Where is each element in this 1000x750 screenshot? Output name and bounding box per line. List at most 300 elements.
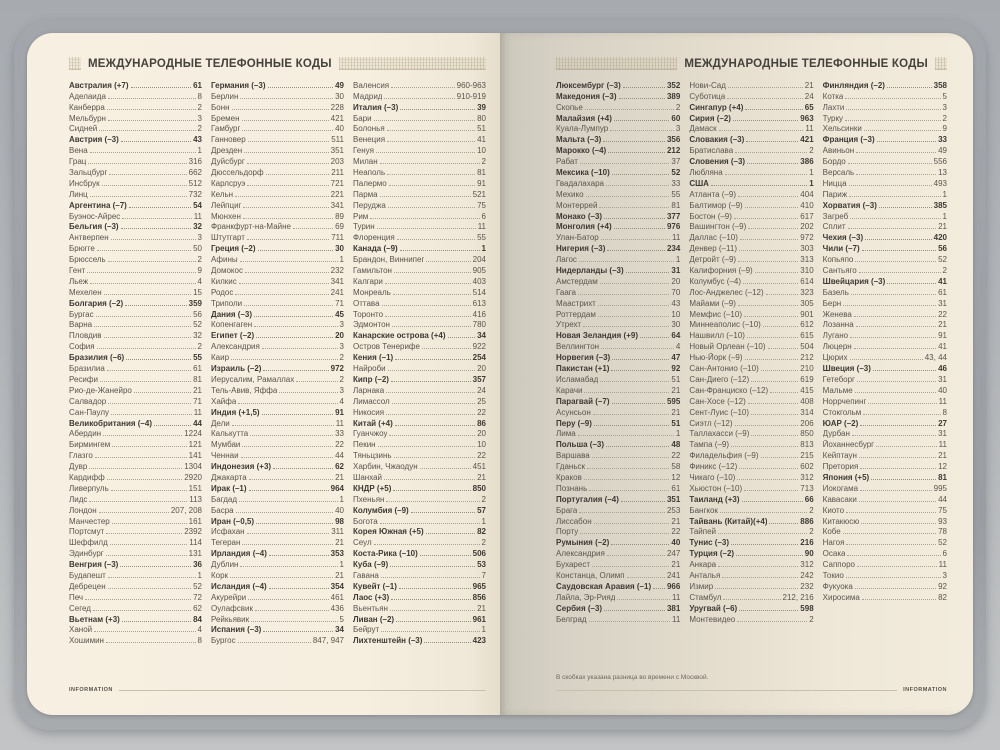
dot-leader	[583, 326, 669, 327]
phone-code-row: Токио 3	[822, 570, 947, 580]
dot-leader	[579, 512, 665, 513]
phone-code-row: Майами (–9) 305	[689, 298, 814, 308]
phone-code-row: Гент 9	[69, 266, 202, 276]
dot-leader	[859, 272, 941, 273]
dot-leader	[102, 185, 187, 186]
dot-leader	[230, 577, 333, 578]
phone-code-row: Хьюстон (–10) 713	[689, 483, 814, 493]
phone-code-row: Веллингтон 4	[556, 342, 681, 352]
phone-code-row: Мельбурн 3	[69, 113, 202, 123]
dot-leader	[604, 218, 665, 219]
dot-leader	[584, 392, 669, 393]
phone-code-row: Хайфа 4	[211, 396, 344, 406]
phone-code-row: Сиэтл (–12) 206	[689, 418, 814, 428]
phone-code-row: Лозанна 21	[822, 320, 947, 330]
dot-leader	[108, 577, 196, 578]
hatch-band-icon	[69, 57, 81, 70]
dot-leader	[87, 272, 195, 273]
phone-code-row: КНДР (+5) 850	[353, 483, 486, 493]
dot-leader	[733, 120, 798, 121]
dot-leader	[586, 196, 670, 197]
dot-leader	[242, 544, 333, 545]
phone-code-row: Лидс 113	[69, 494, 202, 504]
phone-code-row: Мехико 55	[556, 189, 681, 199]
phone-code-row: Кения (–1) 254	[353, 353, 486, 363]
phone-code-row: Салвадор 71	[69, 396, 202, 406]
dot-leader	[855, 588, 936, 589]
dot-leader	[745, 207, 799, 208]
phone-code-row: Брюссель 2	[69, 255, 202, 265]
dot-leader	[120, 566, 191, 567]
phone-code-row: Любляна 1	[689, 168, 814, 178]
phone-code-row: Турция (–2) 90	[689, 549, 814, 559]
phone-code-row: Лимассол 25	[353, 396, 486, 406]
phone-code-row: Кобе 78	[822, 527, 947, 537]
phone-code-row: Сан-Хосе (–12) 408	[689, 396, 814, 406]
dot-leader	[391, 599, 470, 600]
phone-code-row: Тегеран 21	[211, 538, 344, 548]
dot-leader	[395, 359, 470, 360]
dot-leader	[391, 87, 455, 88]
phone-code-row: Лиссабон 21	[556, 516, 681, 526]
dot-leader	[387, 174, 475, 175]
dot-leader	[109, 174, 186, 175]
phone-code-row: Исфахан 311	[211, 527, 344, 537]
dot-leader	[88, 163, 186, 164]
dot-leader	[387, 130, 475, 131]
phone-code-row: Стамбул 212, 216	[689, 592, 814, 602]
phone-code-row: Родос 241	[211, 287, 344, 297]
dot-leader	[623, 87, 665, 88]
phone-code-row: Будапешт 1	[69, 570, 202, 580]
phone-code-row: Мюнхен 89	[211, 211, 344, 221]
dot-leader	[244, 305, 333, 306]
phone-code-row: Колумбус (–4) 614	[689, 276, 814, 286]
dot-leader	[235, 196, 329, 197]
phone-code-row: Брюгге 50	[69, 244, 202, 254]
dot-leader	[85, 599, 191, 600]
phone-code-row: Буэнос-Айрес 11	[69, 211, 202, 221]
dot-leader	[400, 109, 475, 110]
phone-code-row: Таллахасси (–9) 850	[689, 429, 814, 439]
dot-leader	[719, 130, 804, 131]
phone-code-row: Корк 21	[211, 570, 344, 580]
dot-leader	[607, 555, 665, 556]
phone-code-row: Корея Южная (+5) 82	[353, 527, 486, 537]
dot-leader	[612, 174, 670, 175]
phone-code-row: Вьентьян 21	[353, 603, 486, 613]
dot-leader	[392, 403, 475, 404]
phone-code-row: Рабат 37	[556, 157, 681, 167]
phone-code-row: Марокко (–4) 212	[556, 146, 681, 156]
phone-code-row: Авиньон 49	[822, 146, 947, 156]
phone-code-row: Афины 1	[211, 255, 344, 265]
dot-leader	[108, 261, 196, 262]
dot-leader	[424, 642, 470, 643]
phone-code-row: Иокогама 995	[822, 483, 947, 493]
phone-code-row: Мадрид 910-919	[353, 91, 486, 101]
phone-code-row: Ченнаи 44	[211, 451, 344, 461]
phone-code-row: Рио-де-Жанейро 21	[69, 385, 202, 395]
phone-code-row: Турин 11	[353, 222, 486, 232]
phone-code-row: Милан 2	[353, 157, 486, 167]
dot-leader	[99, 512, 169, 513]
dot-leader	[385, 283, 471, 284]
right-page-columns	[556, 79, 947, 624]
dot-leader	[268, 87, 334, 88]
phone-code-row: Перуджа 75	[353, 200, 486, 210]
phone-code-row: Ларнака 24	[353, 385, 486, 395]
dot-leader	[734, 218, 798, 219]
phone-code-row: Каир 2	[211, 353, 344, 363]
dot-leader	[399, 588, 471, 589]
phone-code-row: Италия (–3) 39	[353, 102, 486, 112]
phone-code-row: Лима 1	[556, 429, 681, 439]
phone-code-row: Сан-Паулу 11	[69, 407, 202, 417]
phone-code-row: Льеж 4	[69, 276, 202, 286]
phone-code-row: Куба (–9) 53	[353, 560, 486, 570]
dot-leader	[376, 152, 475, 153]
phone-code-row: Кавасаки 44	[822, 494, 947, 504]
dot-leader	[859, 457, 936, 458]
dot-leader	[247, 163, 329, 164]
phone-code-row: Дебрецен 52	[69, 581, 202, 591]
phone-code-row: Монреаль 514	[353, 287, 486, 297]
phone-code-row: Флоренция 55	[353, 233, 486, 243]
dot-leader	[725, 174, 808, 175]
dot-leader	[97, 348, 196, 349]
phone-code-row: Кардифф 2920	[69, 472, 202, 482]
dot-leader	[614, 228, 665, 229]
dot-leader	[248, 141, 330, 142]
phone-code-row: Фукуока 92	[822, 581, 947, 591]
dot-leader	[857, 566, 937, 567]
phone-code-row: Вена 1	[69, 146, 202, 156]
phone-code-row: Канарские острова (+4) 34	[353, 331, 486, 341]
codes-column	[556, 79, 680, 624]
phone-code-row: Бухарест 21	[556, 560, 681, 570]
dot-leader	[393, 294, 471, 295]
phone-code-row: Пловдив 32	[69, 331, 202, 341]
phone-code-row: Шеффилд 114	[69, 538, 202, 548]
dot-leader	[293, 228, 333, 229]
phone-code-row: Ницца 493	[822, 178, 947, 188]
dot-leader	[876, 446, 937, 447]
dot-leader	[580, 163, 670, 164]
phone-code-row: Лайла, Эр-Рияд 11	[556, 592, 681, 602]
phone-code-row: Саудовская Аравия (–1) 966	[556, 581, 681, 591]
phone-code-row: Констанца, Олимп 241	[556, 570, 681, 580]
phone-code-row: Хельсинки 9	[822, 124, 947, 134]
dot-leader	[614, 120, 670, 121]
dot-leader	[855, 261, 936, 262]
phone-code-row: Бейрут 1	[353, 625, 486, 635]
dot-leader	[273, 468, 333, 469]
phone-code-row: Сингапур (+4) 65	[689, 102, 814, 112]
phone-code-row: Иран (–0,5) 98	[211, 516, 344, 526]
dot-leader	[90, 196, 187, 197]
phone-code-row: Ганновер 511	[211, 135, 344, 145]
dot-leader	[239, 283, 329, 284]
dot-leader	[857, 381, 936, 382]
dot-leader	[739, 250, 798, 251]
phone-code-row: Тунис (–3) 216	[689, 538, 814, 548]
dot-leader	[601, 239, 670, 240]
dot-leader	[860, 490, 932, 491]
dot-leader	[846, 544, 936, 545]
left-page	[27, 33, 500, 715]
dot-leader	[236, 512, 333, 513]
dot-leader	[739, 468, 798, 469]
phone-code-row: Словакия (–3) 421	[689, 135, 814, 145]
dot-leader	[104, 337, 192, 338]
phone-code-row: Генуя 10	[353, 146, 486, 156]
hatch-band-icon	[935, 57, 947, 70]
phone-code-row: Перу (–9) 51	[556, 418, 681, 428]
dot-leader	[879, 207, 932, 208]
dot-leader	[769, 523, 798, 524]
dot-leader	[250, 435, 333, 436]
phone-code-row: Суботица 24	[689, 91, 814, 101]
dot-leader	[263, 370, 328, 371]
phone-code-row: Бургас 56	[69, 309, 202, 319]
dot-leader	[585, 109, 674, 110]
dot-leader	[745, 359, 799, 360]
phone-code-row: Найроби 20	[353, 364, 486, 374]
dot-leader	[861, 523, 936, 524]
phone-code-row: Ливан (–2) 961	[353, 614, 486, 624]
phone-code-row: Сидней 2	[69, 124, 202, 134]
dot-leader	[731, 446, 798, 447]
dot-leader	[860, 468, 936, 469]
left-page-footer	[69, 687, 486, 693]
dot-leader	[384, 98, 454, 99]
phone-code-row: Копенгаген 3	[211, 320, 344, 330]
dot-leader	[420, 468, 471, 469]
dot-leader	[279, 392, 337, 393]
phone-code-row: Швеция (–3) 46	[822, 364, 947, 374]
phone-code-row: Братислава 2	[689, 146, 814, 156]
dot-leader	[240, 566, 337, 567]
phone-code-row: Калгари 403	[353, 276, 486, 286]
dot-leader	[108, 588, 191, 589]
phone-code-row: Александрия 3	[211, 342, 344, 352]
phone-code-row: Аделаида 8	[69, 91, 202, 101]
phone-code-row: Болонья 51	[353, 124, 486, 134]
phone-code-row: Версаль 13	[822, 168, 947, 178]
dot-leader	[377, 228, 476, 229]
dot-leader	[606, 446, 669, 447]
dot-leader	[589, 621, 670, 622]
phone-code-row: Богота 1	[353, 516, 486, 526]
phone-code-row: Люцерн 41	[822, 342, 947, 352]
dot-leader	[739, 610, 798, 611]
dot-leader	[254, 316, 333, 317]
phone-code-row: Сан-Антонио (–10) 210	[689, 364, 814, 374]
dot-leader	[241, 457, 334, 458]
dot-leader	[860, 425, 936, 426]
dot-leader	[589, 490, 669, 491]
dot-leader	[238, 642, 311, 643]
dot-leader	[391, 381, 471, 382]
dot-leader	[584, 479, 670, 480]
phone-code-row: Варна 52	[69, 320, 202, 330]
dot-leader	[108, 120, 196, 121]
phone-code-row: Гданьск 58	[556, 462, 681, 472]
dot-leader	[755, 272, 799, 273]
dot-leader	[97, 250, 191, 251]
dot-leader	[761, 370, 799, 371]
phone-code-row: Коста-Рика (–10) 506	[353, 549, 486, 559]
phone-code-row: Нашвилл (–10) 615	[689, 331, 814, 341]
phone-code-row: Кельн 221	[211, 189, 344, 199]
right-page-footer	[556, 674, 947, 693]
dot-leader	[397, 239, 475, 240]
phone-code-row: Глазго 141	[69, 451, 202, 461]
dot-leader	[394, 457, 476, 458]
dot-leader	[743, 283, 798, 284]
phone-code-row: Нигерия (–3) 234	[556, 244, 681, 254]
phone-code-row: Лаос (+3) 856	[353, 592, 486, 602]
phone-code-row: Калифорния (–9) 310	[689, 266, 814, 276]
phone-code-row: Калькутта 33	[211, 429, 344, 439]
phone-code-row: Остров Тенерифе 922	[353, 342, 486, 352]
phone-code-row: Рейкьявик 5	[211, 614, 344, 624]
phone-code-row: США 1	[689, 178, 814, 188]
phone-code-row: Германия (–3) 49	[211, 80, 344, 90]
phone-code-row: Исландия (–4) 354	[211, 581, 344, 591]
phone-code-row: Денвер (–11) 303	[689, 244, 814, 254]
dot-leader	[238, 403, 337, 404]
page-spread	[27, 33, 973, 715]
dot-leader	[601, 348, 674, 349]
dot-leader	[108, 98, 196, 99]
phone-code-row: Гавана 7	[353, 570, 486, 580]
phone-code-row: Акурейри 461	[211, 592, 344, 602]
dot-leader	[251, 621, 337, 622]
right-page-header	[556, 57, 947, 70]
codes-column	[689, 79, 813, 624]
phone-code-row: Ирак (–1) 964	[211, 483, 344, 493]
dot-leader	[850, 337, 936, 338]
page-title: МЕЖДУНАРОДНЫЕ ТЕЛЕФОННЫЕ КОДЫ	[88, 57, 332, 70]
phone-code-row: Сирия (–2) 963	[689, 113, 814, 123]
dot-leader	[243, 207, 328, 208]
dot-leader	[235, 294, 328, 295]
phone-code-row: Финикс (–12) 602	[689, 462, 814, 472]
dot-leader	[134, 392, 191, 393]
dot-leader	[747, 163, 798, 164]
dot-leader	[748, 228, 798, 229]
phone-code-row: Австралия (+7) 61	[69, 80, 202, 90]
dot-leader	[394, 272, 471, 273]
phone-code-row: Берлин 30	[211, 91, 344, 101]
dot-leader	[420, 555, 471, 556]
dot-leader	[258, 250, 334, 251]
dot-leader	[751, 435, 798, 436]
dot-leader	[387, 141, 475, 142]
dot-leader	[386, 414, 475, 415]
dot-leader	[593, 414, 670, 415]
dot-leader	[386, 501, 479, 502]
phone-code-row: Ханой 4	[69, 625, 202, 635]
dot-leader	[382, 305, 471, 306]
dot-leader	[865, 239, 932, 240]
footer-rule	[556, 690, 897, 691]
dot-leader	[249, 490, 329, 491]
phone-code-row: Гамильтон 905	[353, 266, 486, 276]
phone-code-row: Бургос 847, 947	[211, 636, 344, 646]
dot-leader	[856, 174, 936, 175]
phone-code-row: Парма 521	[353, 189, 486, 199]
phone-code-row: Оулафсвик 436	[211, 603, 344, 613]
dot-leader	[108, 403, 191, 404]
phone-code-row: Валенсия 960-963	[353, 80, 486, 90]
dot-leader	[390, 610, 475, 611]
dot-leader	[742, 501, 803, 502]
dot-leader	[89, 501, 187, 502]
phone-code-row: Лос-Анджелес (–12) 323	[689, 287, 814, 297]
phone-code-row: Улан-Батор 11	[556, 233, 681, 243]
phone-code-row: Чили (–7) 56	[822, 244, 947, 254]
phone-code-row: Кейптаун 21	[822, 451, 947, 461]
phone-code-row: Бирмингем 121	[69, 440, 202, 450]
dot-leader	[751, 381, 798, 382]
phone-code-row: Турку 2	[822, 113, 947, 123]
phone-code-row: Карачи 21	[556, 385, 681, 395]
codes-column	[69, 79, 202, 645]
dot-leader	[851, 294, 936, 295]
dot-leader	[254, 326, 337, 327]
phone-code-row: Портсмут 2392	[69, 527, 202, 537]
phone-code-row: Даллас (–10) 972	[689, 233, 814, 243]
phone-code-row: Амстердам 20	[556, 276, 681, 286]
dot-leader	[125, 305, 186, 306]
phone-code-row: Бангкок 2	[689, 505, 814, 515]
dot-leader	[90, 283, 195, 284]
phone-code-row: Исламабад 51	[556, 374, 681, 384]
left-page-header	[69, 57, 486, 70]
dot-leader	[100, 381, 191, 382]
dot-leader	[720, 512, 807, 513]
dot-leader	[848, 228, 937, 229]
phone-code-row: Дания (–3) 45	[211, 309, 344, 319]
dot-leader	[626, 272, 670, 273]
dot-leader	[106, 555, 187, 556]
phone-code-row: Мальме 40	[822, 385, 947, 395]
phone-code-row: Миннеаполис (–10) 612	[689, 320, 814, 330]
phone-code-row: София 2	[69, 342, 202, 352]
phone-code-row: Новый Орлеан (–10) 504	[689, 342, 814, 352]
dot-leader	[104, 294, 191, 295]
phone-code-row: Сеул 2	[353, 538, 486, 548]
dot-leader	[269, 588, 329, 589]
dot-leader	[612, 403, 665, 404]
phone-code-row: Инсбрук 512	[69, 178, 202, 188]
phone-code-row: Венгрия (–3) 36	[69, 560, 202, 570]
phone-code-row: Никосия 22	[353, 407, 486, 417]
dot-leader	[715, 588, 798, 589]
hatch-band-icon	[556, 57, 677, 70]
phone-code-row: Таиланд (+3) 66	[689, 494, 814, 504]
dot-leader	[887, 87, 932, 88]
dot-leader	[737, 479, 798, 480]
phone-code-row: Дублин 1	[211, 560, 344, 570]
codes-column	[823, 79, 947, 624]
phone-code-row: Нидерланды (–3) 31	[556, 266, 681, 276]
dot-leader	[854, 348, 936, 349]
phone-code-row: Гвадалахара 33	[556, 178, 681, 188]
